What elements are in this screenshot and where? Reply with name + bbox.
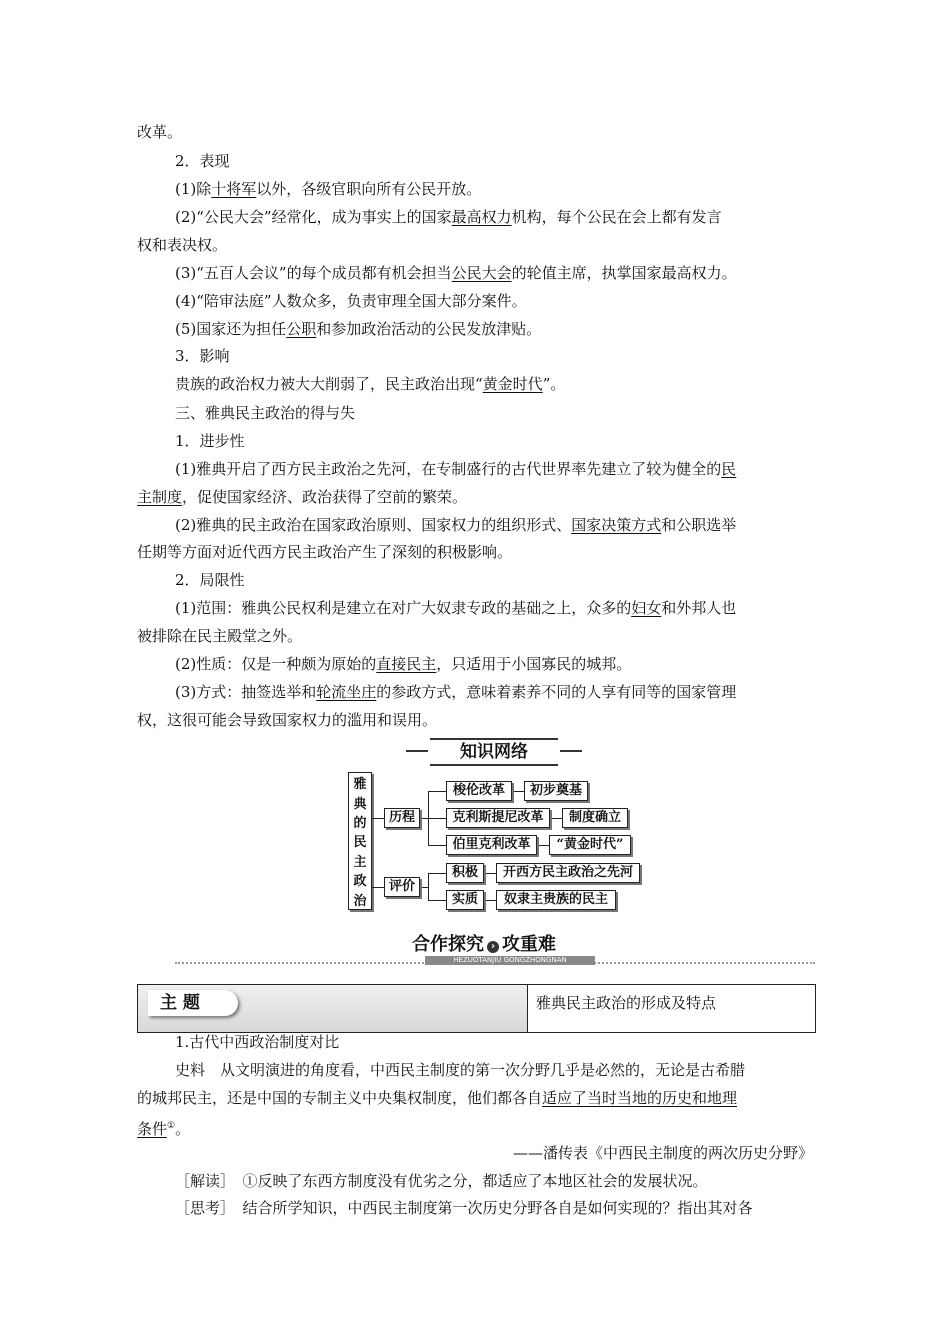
connector — [428, 873, 446, 874]
text-line: (3)“五百人会议”的每个成员都有机会担当公民大会的轮值主席，执掌国家最高权力。 — [175, 264, 737, 282]
text-line: (1)范围：雅典公民权利是建立在对广大奴隶专政的基础之上，众多的妇女和外邦人也 — [175, 599, 737, 617]
text-line: 的城邦民主，还是中国的专制主义中央集权制度，他们都各自适应了当时当地的历史和地理 — [137, 1089, 738, 1107]
underlined-term: 国家决策方式 — [571, 516, 662, 534]
underlined-term: 轮流坐庄 — [316, 683, 377, 701]
text-line: 改革。 — [137, 123, 183, 141]
topic-box — [137, 984, 816, 1033]
connector — [372, 887, 384, 888]
text-line: (1)雅典开启了西方民主政治之先河，在专制盛行的古代世界率先建立了较为健全的民 — [175, 460, 737, 478]
network-root-node: 雅 典 的 民 主 政 治 — [348, 772, 372, 910]
text-line: 条件①。 — [137, 1120, 191, 1138]
section-banner: 合作探究 › 攻重难 — [412, 934, 556, 955]
text-line: (1)除十将军以外，各级官职向所有公民开放。 — [175, 180, 482, 198]
connector — [372, 818, 384, 819]
subheading: 1．进步性 — [175, 432, 245, 450]
source-citation: ——潘传表《中西民主制度的两次历史分野》 — [512, 1144, 813, 1162]
subheading: 2．表现 — [175, 152, 230, 170]
connector — [428, 900, 446, 901]
connector — [428, 791, 446, 792]
connector — [510, 791, 524, 792]
network-node-eval-item: 实质 — [446, 890, 484, 910]
network-node-evaluation: 评价 — [384, 877, 420, 897]
underlined-term: 条件 — [137, 1120, 168, 1138]
network-node-reform: 伯里克利改革 — [446, 835, 537, 855]
text-line: 任期等方面对近代西方民主政治产生了深刻的积极影响。 — [137, 543, 513, 561]
network-node-result: 初步奠基 — [524, 781, 588, 801]
text-line: 权，这很可能会导致国家权力的滥用和误用。 — [137, 711, 438, 729]
section-heading: 三、雅典民主政治的得与失 — [175, 404, 356, 422]
underlined-term: 直接民主 — [376, 655, 437, 673]
arrow-icon: › — [487, 941, 499, 953]
topic-tag: 主 题 — [148, 990, 238, 1016]
underlined-term: 最高权力 — [451, 208, 512, 226]
connector — [428, 818, 446, 819]
subheading: 3．影响 — [175, 347, 230, 365]
underlined-term: 妇女 — [631, 599, 662, 617]
underlined-term: 十将军 — [211, 180, 257, 198]
text-line: 权和表决权。 — [137, 236, 228, 254]
network-node-reform: 梭伦改革 — [446, 781, 512, 801]
text-line: (5)国家还为担任公职和参加政治活动的公民发放津贴。 — [175, 320, 542, 338]
underlined-term: 公职 — [286, 320, 317, 338]
text-line: (2)性质：仅是一种颇为原始的直接民主，只适用于小国寡民的城邦。 — [175, 655, 632, 673]
connector — [535, 845, 549, 846]
underlined-term: 公民大会 — [451, 264, 512, 282]
topic-title: 雅典民主政治的形成及特点 — [536, 994, 717, 1012]
topic-label-area — [138, 985, 528, 1032]
text-line: 被排除在民主殿堂之外。 — [137, 627, 303, 645]
text-line: (2)雅典的民主政治在国家政治原则、国家权力的组织形式、国家决策方式和公职选举 — [175, 516, 737, 534]
connector — [482, 900, 496, 901]
network-node-history: 历程 — [384, 808, 420, 828]
network-node-eval-item: 积极 — [446, 863, 484, 883]
underlined-term: 民 — [721, 460, 737, 478]
network-node-result: “黄金时代” — [549, 835, 631, 855]
connector — [482, 873, 496, 874]
text-line: (4)“陪审法庭”人数众多，负责审理全国大部分案件。 — [175, 292, 527, 310]
text-line: 贵族的政治权力被大大削弱了，民主政治出现“黄金时代”。 — [175, 375, 566, 393]
section-banner-pinyin: HEZUOTANJIU GONGZHONGNAN — [425, 956, 595, 965]
text-line: 主制度，促使国家经济、政治获得了空前的繁荣。 — [137, 488, 468, 506]
connector — [428, 845, 446, 846]
network-node-eval-result: 开西方民主政治之先河 — [496, 863, 640, 883]
text-line: (3)方式：抽签选举和轮流坐庄的参政方式，意味着素养不同的人享有同等的国家管理 — [175, 683, 737, 701]
knowledge-network-title: 知识网络 — [430, 738, 558, 766]
network-node-eval-result: 奴隶主贵族的民主 — [496, 890, 616, 910]
thinking-question: ［思考］ 结合所学知识，中西民主制度第一次历史分野各自是如何实现的？指出其对各 — [175, 1199, 753, 1217]
underlined-term: 黄金时代 — [482, 375, 543, 393]
footnote-mark: ① — [167, 1121, 176, 1131]
network-node-reform: 克利斯提尼改革 — [446, 808, 550, 828]
underlined-term: 适应了当时当地的历史和地理 — [542, 1089, 738, 1107]
text-line: 史料 从文明演进的角度看，中西民主制度的第一次分野几乎是必然的，无论是古希腊 — [175, 1061, 746, 1079]
study-heading: 1.古代中西政治制度对比 — [175, 1033, 340, 1051]
network-node-result: 制度确立 — [562, 808, 628, 828]
connector — [548, 818, 562, 819]
interpretation: ［解读］ ①反映了东西方制度没有优劣之分，都适应了本地区社会的发展状况。 — [175, 1172, 708, 1190]
underlined-term: 主制度 — [137, 488, 183, 506]
connector — [428, 873, 429, 900]
text-line: (2)“公民大会”经常化，成为事实上的国家最高权力机构，每个公民在会上都有发言 — [175, 208, 722, 226]
subheading: 2．局限性 — [175, 571, 245, 589]
